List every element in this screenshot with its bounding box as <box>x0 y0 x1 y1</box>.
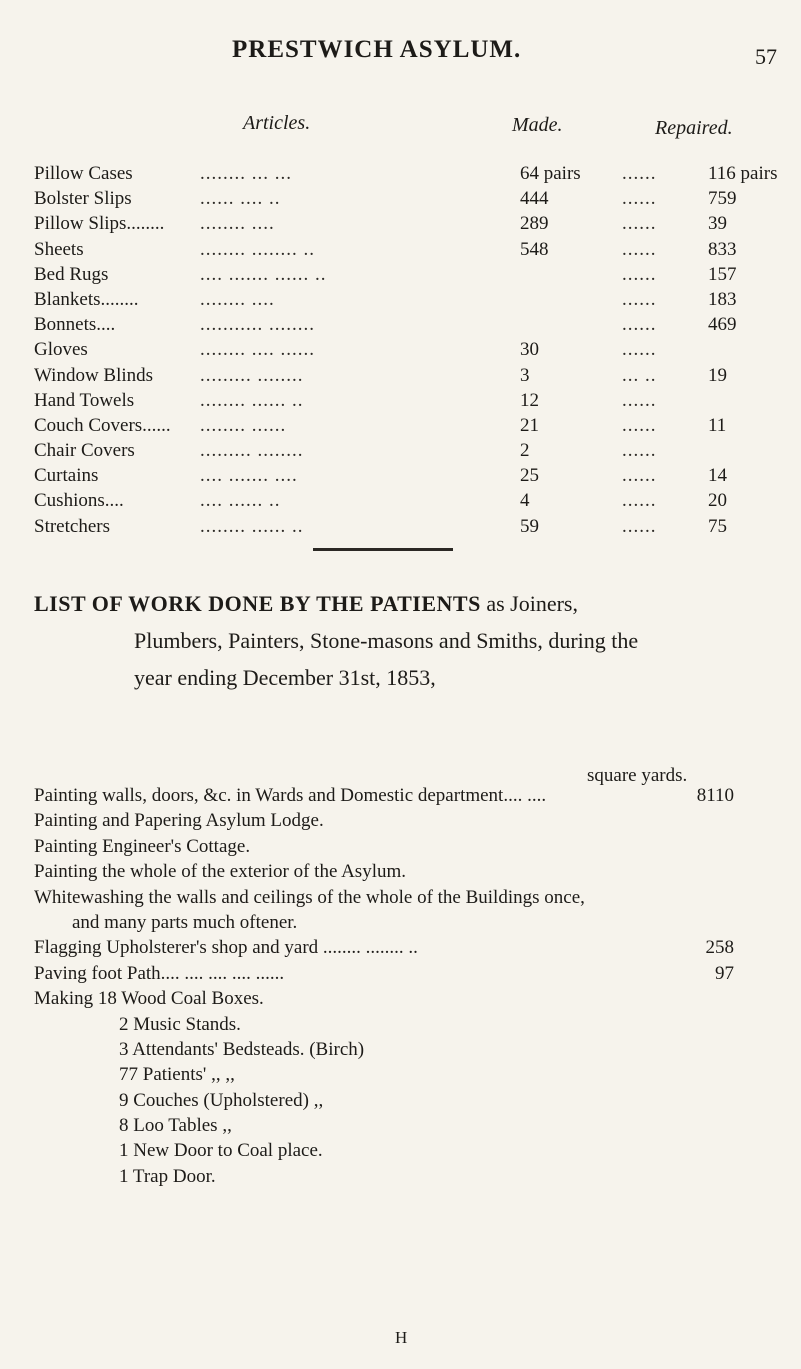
table-row <box>0 339 801 364</box>
section-heading-caps: LIST OF WORK DONE BY THE PATIENTS <box>34 591 481 616</box>
work-item-text: Paving foot Path.... .... .... .... ...... <box>34 962 285 984</box>
article-name: Window Blinds <box>34 364 154 386</box>
separator-dots: ...... <box>622 263 657 285</box>
table-row <box>0 163 801 188</box>
made-value: 3 <box>520 364 530 386</box>
repaired-value: 157 <box>708 263 737 285</box>
list-item <box>34 988 794 1013</box>
made-value: 25 <box>520 465 539 487</box>
list-item <box>34 1064 794 1089</box>
signature-mark: H <box>395 1328 408 1347</box>
section-heading-line1-rest: as Joiners, <box>480 591 578 616</box>
work-item-value: 97 <box>715 962 734 984</box>
repaired-value: 19 <box>708 364 727 386</box>
article-name: Hand Towels <box>34 389 135 411</box>
running-title: PRESTWICH ASYLUM. <box>232 36 522 63</box>
column-header-repaired: Repaired. <box>655 117 733 139</box>
made-value: 59 <box>520 515 539 537</box>
work-unit-header: square yards. <box>587 765 688 786</box>
made-value: 548 <box>520 238 549 260</box>
article-name: Chair Covers <box>34 440 135 462</box>
table-row <box>0 440 801 465</box>
separator-dots: ...... <box>622 465 657 487</box>
work-item-text: 3 Attendants' Bedsteads. (Birch) <box>119 1038 365 1060</box>
section-heading <box>34 585 784 696</box>
list-item <box>34 1166 794 1191</box>
repaired-value: 11 <box>708 414 727 436</box>
repaired-value: 759 <box>708 188 737 210</box>
repaired-value: 14 <box>708 465 727 487</box>
separator-dots: ...... <box>622 490 657 512</box>
section-heading-line3: year ending December 31st, 1853, <box>134 665 436 690</box>
made-value: 30 <box>520 339 539 361</box>
made-value: 289 <box>520 213 549 235</box>
separator-dots: ...... <box>622 339 657 361</box>
work-item-value: 8110 <box>696 785 734 806</box>
made-value: 444 <box>520 188 549 210</box>
made-value: 64 pairs <box>520 163 581 184</box>
leader-dots: ........ ...... .. <box>200 515 304 537</box>
article-name: Pillow Slips........ <box>34 213 165 235</box>
list-item <box>34 836 794 861</box>
list-item <box>34 912 794 937</box>
leader-dots: .... ....... .... <box>200 465 298 487</box>
made-value: 2 <box>520 440 530 462</box>
work-item-text: 9 Couches (Upholstered) ,, <box>119 1089 324 1111</box>
table-row <box>0 188 801 213</box>
separator-dots: ...... <box>622 188 657 210</box>
separator-dots: ...... <box>622 440 657 462</box>
separator-dots: ... .. <box>622 364 657 386</box>
work-item-text: Painting the whole of the exterior of the Asylum. <box>34 861 407 883</box>
leader-dots: ......... ........ <box>200 440 304 462</box>
repaired-value: 39 <box>708 213 727 235</box>
table-row <box>0 516 801 541</box>
work-item-text: Painting and Papering Asylum Lodge. <box>34 810 324 832</box>
work-item-value: 258 <box>705 937 734 959</box>
work-item-text: Making 18 Wood Coal Boxes. <box>34 988 264 1010</box>
section-divider <box>313 548 453 551</box>
work-item-text: 1 Trap Door. <box>119 1165 216 1187</box>
table-row <box>0 289 801 314</box>
list-item <box>34 785 794 810</box>
table-row <box>0 314 801 339</box>
list-item <box>34 887 794 912</box>
table-row <box>0 365 801 390</box>
work-item-text: 8 Loo Tables ,, <box>119 1115 232 1137</box>
page-number: 57 <box>755 44 777 69</box>
leader-dots: ......... ........ <box>200 364 304 386</box>
made-value: 4 <box>520 490 530 512</box>
article-name: Bonnets.... <box>34 314 116 336</box>
list-item <box>34 1090 794 1115</box>
separator-dots: ...... <box>622 414 657 436</box>
work-item-text: Whitewashing the walls and ceilings of the whole of the Buildings once, <box>34 886 585 908</box>
article-name: Gloves <box>34 339 88 361</box>
leader-dots: .... ....... ...... .. <box>200 263 327 285</box>
leader-dots: .... ...... .. <box>200 490 281 512</box>
separator-dots: ...... <box>622 515 657 537</box>
repaired-value: 183 <box>708 288 737 310</box>
made-value: 12 <box>520 389 539 411</box>
leader-dots: ........ .... ...... <box>200 339 315 361</box>
leader-dots: ........ ... ... <box>200 163 292 184</box>
leader-dots: ...... .... .. <box>200 188 281 210</box>
repaired-value: 20 <box>708 490 727 512</box>
article-name: Blankets........ <box>34 288 139 310</box>
work-item-text: Painting Engineer's Cottage. <box>34 835 251 857</box>
leader-dots: ........ ...... <box>200 414 287 436</box>
work-list <box>34 785 794 1191</box>
repaired-value: 75 <box>708 515 727 537</box>
table-row <box>0 239 801 264</box>
column-header-articles: Articles. <box>243 112 311 134</box>
leader-dots: ........... ........ <box>200 314 315 336</box>
work-item-text: 77 Patients' ,, ,, <box>119 1064 235 1086</box>
list-item <box>34 1115 794 1140</box>
list-item <box>34 963 794 988</box>
repaired-value: 469 <box>708 314 737 336</box>
work-item-text: 2 Music Stands. <box>119 1013 241 1035</box>
work-item-text: and many parts much oftener. <box>72 911 298 933</box>
articles-table <box>0 163 801 541</box>
article-name: Couch Covers...... <box>34 414 171 436</box>
separator-dots: ...... <box>622 163 657 184</box>
work-item-text: Painting walls, doors, &c. in Wards and Domestic department.... .... <box>34 785 547 806</box>
list-item <box>34 937 794 962</box>
list-item <box>34 810 794 835</box>
separator-dots: ...... <box>622 238 657 260</box>
repaired-value: 833 <box>708 238 737 260</box>
table-row <box>0 390 801 415</box>
list-item <box>34 1039 794 1064</box>
table-row <box>0 415 801 440</box>
table-row <box>0 264 801 289</box>
work-item-text: 1 New Door to Coal place. <box>119 1140 323 1162</box>
made-value: 21 <box>520 414 539 436</box>
article-name: Sheets <box>34 238 84 260</box>
article-name: Cushions.... <box>34 490 124 512</box>
article-name: Bolster Slips <box>34 188 132 210</box>
list-item <box>34 1140 794 1165</box>
table-row <box>0 213 801 238</box>
article-name: Pillow Cases <box>34 163 133 184</box>
separator-dots: ...... <box>622 314 657 336</box>
work-item-text: Flagging Upholsterer's shop and yard ........ ........ .. <box>34 937 418 959</box>
table-row <box>0 490 801 515</box>
column-header-made: Made. <box>512 114 563 136</box>
list-item <box>34 1014 794 1039</box>
article-name: Curtains <box>34 465 99 487</box>
leader-dots: ........ .... <box>200 213 275 235</box>
separator-dots: ...... <box>622 288 657 310</box>
separator-dots: ...... <box>622 389 657 411</box>
section-heading-line2: Plumbers, Painters, Stone-masons and Smiths, during the <box>134 628 639 653</box>
table-row <box>0 465 801 490</box>
leader-dots: ........ ...... .. <box>200 389 304 411</box>
repaired-value: 116 pairs <box>708 163 778 184</box>
leader-dots: ........ .... <box>200 288 275 310</box>
page-header <box>0 28 801 68</box>
article-name: Bed Rugs <box>34 263 109 285</box>
list-item <box>34 861 794 886</box>
separator-dots: ...... <box>622 213 657 235</box>
leader-dots: ........ ........ .. <box>200 238 315 260</box>
article-name: Stretchers <box>34 515 110 537</box>
